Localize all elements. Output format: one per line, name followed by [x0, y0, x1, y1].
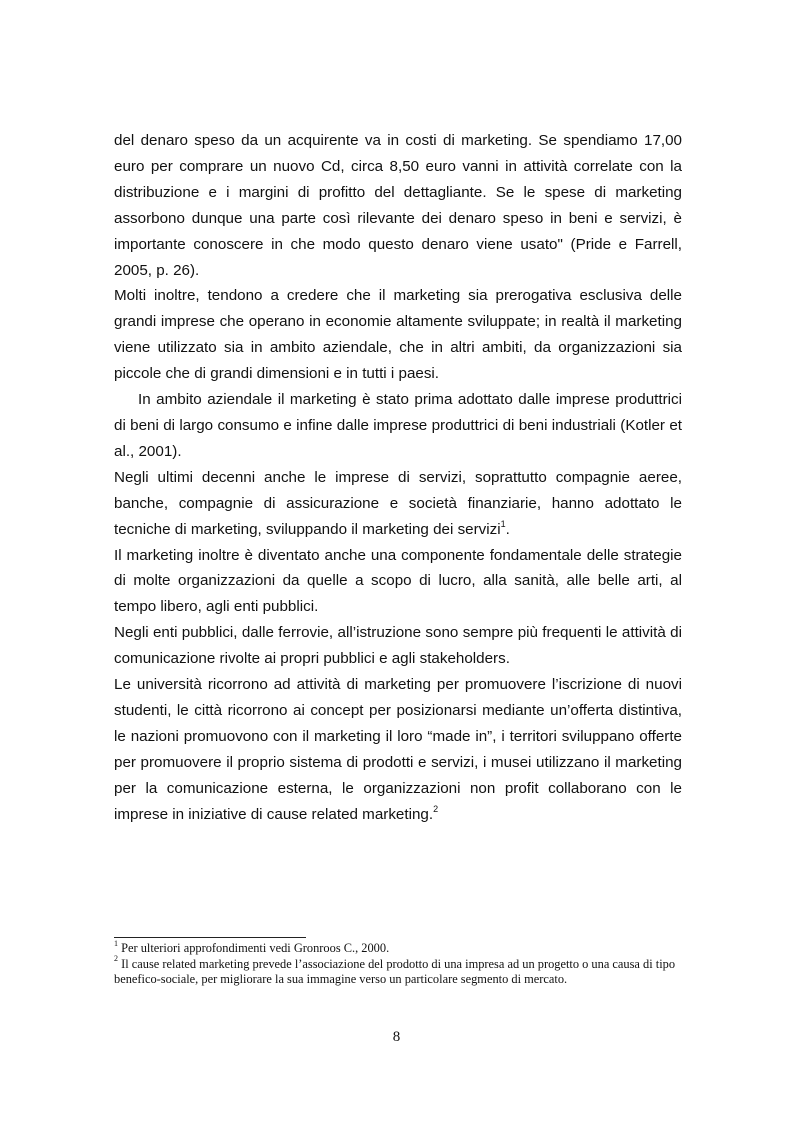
paragraph-7 — [114, 672, 682, 827]
footnote-number: 2 — [114, 954, 118, 964]
paragraph-5 — [114, 543, 682, 621]
paragraph-text: Le università ricorrono ad attività di marketing per promuovere l’iscrizione di nuovi studenti, le città ricorrono ai concept per posizionarsi mediante un’offerta distintiva, le nazioni promuovono con il marketing il loro “made in”, i territori sviluppano offerte per promuovere il proprio sistema di prodotti e servizi, i musei utilizzano il marketing per la comunicazione esterna, le organizzazioni non profit collaborano con le imprese in iniziative di cause related marketing. — [114, 676, 682, 823]
footnote-text: Il cause related marketing prevede l’associazione del prodotto di una impresa ad un progetto o una causa di tipo benefico-sociale, per migliorare la sua immagine verso un particolare segmento di mercato. — [114, 956, 676, 986]
footnote-text: Per ulteriori approfondimenti vedi Gronroos C., 2000. — [118, 941, 390, 955]
footnote-divider — [114, 937, 306, 938]
paragraph-text: del denaro speso da un acquirente va in costi di marketing. Se spendiamo 17,00 euro per comprare un nuovo Cd, circa 8,50 euro vanni in attività correlate con la distribuzione e i margini di profitto del dettagliante. Se le spese di marketing assorbono dunque una parte così rilevante dei denaro speso in beni e servizi, è importante conoscere in che modo questo denaro viene usato" (Pride e Farrell, 2005, p. 26). — [114, 132, 682, 279]
footnote-2 — [114, 954, 682, 988]
paragraph-text: Negli enti pubblici, dalle ferrovie, all’istruzione sono sempre più frequenti le attività di comunicazione rivolte ai propri pubblici e agli stakeholders. — [114, 624, 682, 668]
footnote-ref-2[interactable]: 2 — [433, 803, 439, 814]
paragraph-2 — [114, 283, 682, 387]
page-number: 8 — [392, 1029, 401, 1045]
paragraph-3 — [114, 387, 682, 465]
body-text — [114, 128, 682, 827]
footnote-number: 1 — [114, 938, 118, 948]
footnote-1 — [114, 938, 682, 957]
paragraph-text: Il marketing inoltre è diventato anche una componente fondamentale delle strategie di molte organizzazioni da quelle a scopo di lucro, alla sanità, alle belle arti, al tempo libero, agli enti pubblici. — [114, 546, 682, 616]
footnote-ref-1[interactable]: 1 — [500, 518, 506, 529]
paragraph-text: Molti inoltre, tendono a credere che il marketing sia prerogativa esclusiva delle grandi imprese che operano in economie altamente sviluppate; in realtà il marketing viene utilizzato sia in ambito aziendale, che in altri ambiti, da organizzazioni sia piccole che di grandi dimensioni e in tutti i paesi. — [114, 287, 682, 383]
paragraph-text-tail: . — [505, 520, 510, 538]
paragraph-4 — [114, 465, 682, 543]
paragraph-text: In ambito aziendale il marketing è stato prima adottato dalle imprese produttrici di beni di largo consumo e infine dalle imprese produttrici di beni industriali (Kotler et al., 2001). — [114, 391, 682, 460]
paragraph-text: Negli ultimi decenni anche le imprese di servizi, soprattutto compagnie aeree, banche, compagnie di assicurazione e società finanziarie, hanno adottato le tecniche di marketing, sviluppando il marketing dei servizi — [114, 468, 682, 538]
footnotes — [114, 938, 682, 988]
paragraph-6 — [114, 620, 682, 672]
paragraph-1 — [114, 128, 682, 283]
